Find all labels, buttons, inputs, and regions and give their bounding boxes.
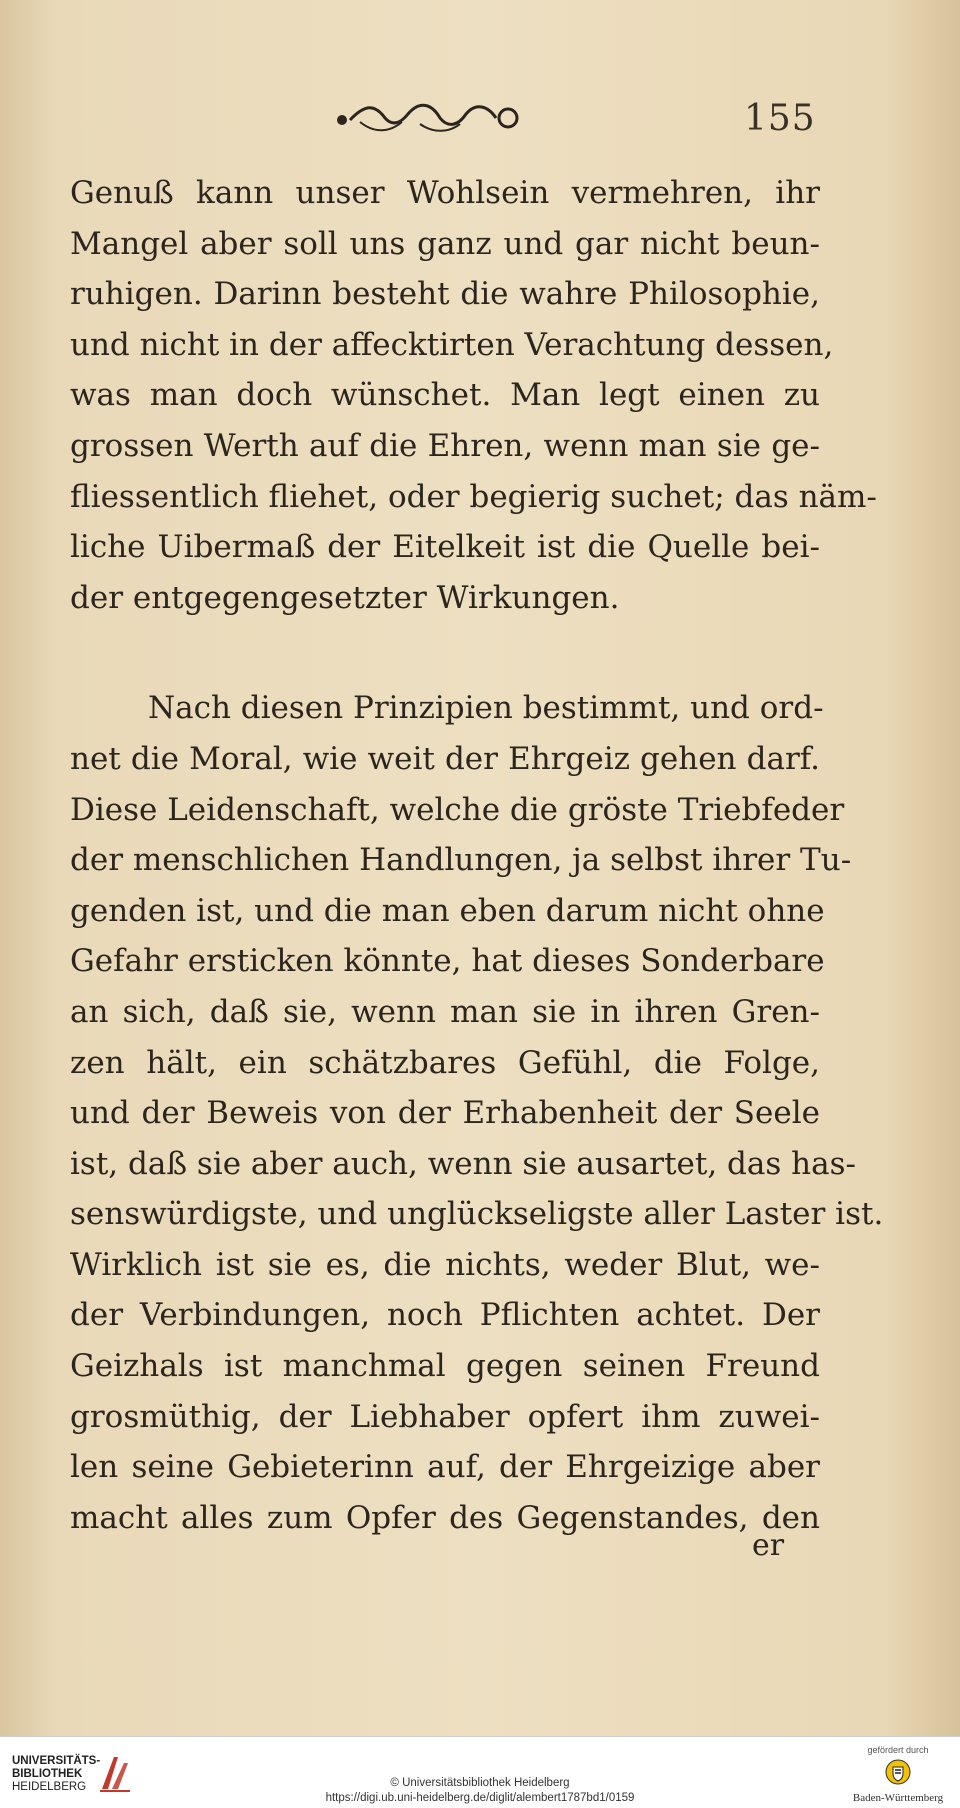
catchword: er: [752, 1528, 785, 1563]
copyright-text: © Universitätsbibliothek Heidelberg: [390, 1777, 570, 1789]
text-line: der menschlichen Handlungen, ja selbst ihrer Tu-: [70, 842, 852, 879]
text-line: fliessentlich fliehet, oder begierig suchet; das näm-: [70, 478, 877, 515]
sponsor-name: Baden-Württemberg: [852, 1792, 944, 1804]
text-line: ist, daß sie aber auch, wenn sie ausartet, das has-: [70, 1145, 856, 1182]
text-line: der entgegengesetzter Wirkungen.: [70, 579, 620, 616]
page-number: 155: [744, 98, 816, 139]
text-line: grossen Werth auf die Ehren, wenn man sie ge-: [70, 427, 820, 464]
footer-bar: [0, 1736, 960, 1808]
library-name-line: BIBLIOTHEK: [12, 1768, 83, 1780]
text-line: Diese Leidenschaft, welche die gröste Triebfeder: [70, 791, 845, 828]
library-name-line: UNIVERSITÄTS-: [12, 1755, 101, 1767]
text-line: Wirklich ist sie es, die nichts, weder Blut, we-: [70, 1246, 820, 1283]
text-line: ruhigen. Darinn besteht die wahre Philosophie,: [70, 276, 820, 313]
state-coat-of-arms-icon: [885, 1759, 911, 1785]
body-text: [70, 168, 884, 1543]
text-line: grosmüthig, der Liebhaber opfert ihm zuwei-: [70, 1398, 820, 1435]
text-line: Gefahr ersticken könnte, hat dieses Sonderbare: [70, 943, 825, 980]
text-line: zen hält, ein schätzbares Gefühl, die Folge,: [70, 1044, 820, 1081]
sponsor-label: gefördert durch: [867, 1745, 929, 1755]
text-line: und der Beweis von der Erhabenheit der Seele: [70, 1095, 820, 1132]
text-line: an sich, daß sie, wenn man sie in ihren Gren-: [70, 993, 820, 1030]
library-name-line: HEIDELBERG: [12, 1781, 87, 1793]
text-line: macht alles zum Opfer des Gegenstandes, den: [70, 1499, 820, 1536]
paragraph: [70, 683, 884, 1543]
text-line: len seine Gebieterinn auf, der Ehrgeizige aber: [70, 1449, 820, 1486]
text-line: Nach diesen Prinzipien bestimmt, und ord-: [148, 690, 824, 727]
permalink-url[interactable]: https://digi.ub.uni-heidelberg.de/diglit/alembert1787bd1/0159: [325, 1792, 635, 1804]
text-line: was man doch wünschet. Man legt einen zu: [70, 377, 820, 414]
text-line: Geizhals ist manchmal gegen seinen Freund: [70, 1348, 820, 1385]
text-line: Genuß kann unser Wohlsein vermehren, ihr: [70, 175, 820, 211]
text-line: der Verbindungen, noch Pflichten achtet. Der: [70, 1297, 820, 1334]
text-line: net die Moral, wie weit der Ehrgeiz gehen darf.: [70, 740, 820, 777]
sponsor-block[interactable]: [838, 1745, 958, 1804]
text-line: genden ist, und die man eben darum nicht ohne: [70, 892, 825, 929]
text-line: Mangel aber soll uns ganz und gar nicht beun-: [70, 225, 820, 262]
decorative-ornament: [330, 94, 525, 138]
paragraph: [70, 168, 877, 623]
paragraph-gap: [70, 623, 820, 683]
text-line: liche Uibermaß der Eitelkeit ist die Quelle bei-: [70, 529, 820, 566]
text-line: senswürdigste, und unglückseligste aller Laster ist.: [70, 1196, 884, 1233]
text-line: und nicht in der affecktirten Verachtung dessen,: [70, 326, 834, 363]
